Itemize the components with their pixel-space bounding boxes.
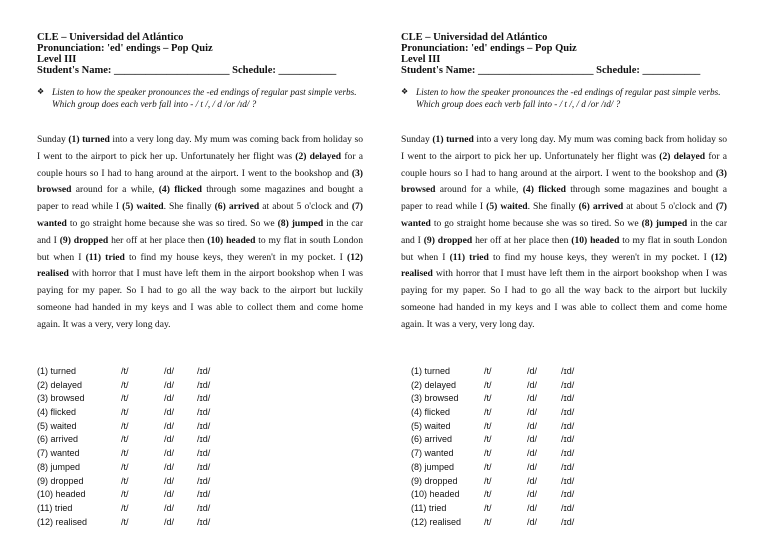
story-text: to my flat in south London but when I <box>401 234 728 263</box>
option-d: /d/ <box>164 434 175 445</box>
answer-row <box>37 503 277 517</box>
level-heading: Level III <box>401 54 441 65</box>
verb-label: (6) arrived <box>37 434 79 445</box>
story-text: for a couple hours so I had to hang around at the airport. I went to the bookshop and <box>37 150 363 179</box>
option-t: /t/ <box>484 475 492 486</box>
option-id: /ɪd/ <box>561 407 575 418</box>
answer-row <box>411 393 651 407</box>
instructions <box>401 86 741 110</box>
story-verb: (5) waited <box>486 201 528 213</box>
option-id: /ɪd/ <box>561 489 575 500</box>
option-id: /ɪd/ <box>197 379 211 390</box>
story-verb: (12) realised <box>37 251 363 280</box>
subject-heading: Pronunciation: 'ed' endings – Pop Quiz <box>37 43 213 54</box>
answer-row <box>37 517 277 531</box>
story-text: to go straight home because she was so tired. So we <box>430 217 642 229</box>
option-d: /d/ <box>527 475 538 486</box>
story-verb: (3) browsed <box>37 167 363 196</box>
option-id: /ɪd/ <box>561 420 575 431</box>
option-id: /ɪd/ <box>561 379 575 390</box>
story-verb: (9) dropped <box>59 234 109 246</box>
option-t: /t/ <box>484 502 492 513</box>
verb-label: (5) waited <box>411 420 451 431</box>
verb-label: (8) jumped <box>411 461 455 472</box>
institution-heading: CLE – Universidad del Atlántico <box>37 32 184 43</box>
verb-label: (2) delayed <box>37 379 83 390</box>
answer-row <box>411 489 651 503</box>
option-id: /ɪd/ <box>197 489 211 500</box>
option-t: /t/ <box>121 434 129 445</box>
option-t: /t/ <box>484 366 492 376</box>
story-text: to find my house keys, they weren't in my pocket. I <box>124 251 347 263</box>
verb-label: (10) headed <box>411 489 460 500</box>
option-id: /ɪd/ <box>561 502 575 513</box>
answer-row <box>37 448 277 462</box>
option-d: /d/ <box>527 420 538 431</box>
verb-label: (9) dropped <box>411 475 458 486</box>
verb-label: (1) turned <box>37 366 77 376</box>
answer-row <box>411 476 651 490</box>
student-name-line: Student's Name: ______________________ Schedule: ___________ <box>37 65 337 76</box>
story-text: in the car and I <box>401 217 728 246</box>
option-d: /d/ <box>164 489 175 500</box>
answer-row <box>37 393 277 407</box>
story-text: Sunday <box>37 134 69 145</box>
story-verb: (10) headed <box>207 234 256 246</box>
verb-label: (11) tried <box>411 502 447 513</box>
story-verb: (6) arrived <box>214 201 260 213</box>
story-text: through some magazines and bought a paper to read while I <box>401 184 727 213</box>
story-text: with horror that I must have left them in the airport bookshop when I was paying for my paper. So I had to go all the way back to the airport but luckily someone had handed in my keys and I was able to collect them and come home again. It was a very, very long day. <box>401 268 727 330</box>
option-d: /d/ <box>527 434 538 445</box>
option-t: /t/ <box>484 393 492 404</box>
story-verb: (3) browsed <box>401 167 727 196</box>
verb-label: (6) arrived <box>411 434 453 445</box>
verb-label: (4) flicked <box>37 407 77 418</box>
verb-label: (10) headed <box>37 489 86 500</box>
option-t: /t/ <box>484 379 492 390</box>
option-t: /t/ <box>484 407 492 418</box>
option-t: /t/ <box>484 448 492 459</box>
option-d: /d/ <box>527 489 538 500</box>
verb-label: (3) browsed <box>411 393 459 404</box>
option-d: /d/ <box>164 461 175 472</box>
story-verb: (8) jumped <box>277 217 324 229</box>
option-t: /t/ <box>121 393 129 404</box>
option-d: /d/ <box>164 393 175 404</box>
answer-row <box>411 407 651 421</box>
answer-table <box>37 366 277 530</box>
answer-row <box>37 489 277 503</box>
instructions <box>37 86 377 110</box>
verb-label: (9) dropped <box>37 475 84 486</box>
option-d: /d/ <box>527 407 538 418</box>
option-id: /ɪd/ <box>561 448 575 459</box>
answer-row <box>411 517 651 531</box>
answer-row <box>411 448 651 462</box>
option-d: /d/ <box>164 475 175 486</box>
verb-label: (3) browsed <box>37 393 85 404</box>
option-t: /t/ <box>484 420 492 431</box>
option-t: /t/ <box>121 407 129 418</box>
story-verb: (7) wanted <box>37 201 363 229</box>
option-t: /t/ <box>484 489 492 500</box>
verb-label: (12) realised <box>37 516 88 527</box>
answer-row <box>37 434 277 448</box>
option-t: /t/ <box>121 379 129 390</box>
story-text: her off at her place then <box>472 234 572 246</box>
option-d: /d/ <box>164 448 175 459</box>
option-t: /t/ <box>484 434 492 445</box>
diamond-bullet-icon: ❖ <box>37 87 45 96</box>
option-id: /ɪd/ <box>197 461 211 472</box>
option-id: /ɪd/ <box>197 407 211 418</box>
verb-label: (1) turned <box>411 366 451 376</box>
option-d: /d/ <box>527 393 538 404</box>
option-d: /d/ <box>164 502 175 513</box>
option-t: /t/ <box>121 516 129 527</box>
option-d: /d/ <box>527 366 538 376</box>
option-d: /d/ <box>527 502 538 513</box>
story-text: with horror that I must have left them in the airport bookshop when I was paying for my paper. So I had to go all the way back to the airport but luckily someone had handed in my keys and I was able to collect them and come home again. It was a very, very long day. <box>37 268 363 330</box>
story-verb: (1) turned <box>68 134 110 145</box>
answer-row <box>411 434 651 448</box>
story-text: . She finally <box>527 201 579 213</box>
story-verb: (2) delayed <box>659 150 706 162</box>
verb-label: (12) realised <box>411 516 462 527</box>
story-verb: (8) jumped <box>641 217 688 229</box>
story-text: to find my house keys, they weren't in my pocket. I <box>488 251 711 263</box>
story-text: through some magazines and bought a paper to read while I <box>37 184 363 213</box>
story-text: to my flat in south London but when I <box>37 234 364 263</box>
story-text: to go straight home because she was so tired. So we <box>66 217 278 229</box>
story-verb: (6) arrived <box>578 201 624 213</box>
story-verb: (4) flicked <box>522 184 566 196</box>
subject-heading: Pronunciation: 'ed' endings – Pop Quiz <box>401 43 577 54</box>
option-id: /ɪd/ <box>561 393 575 404</box>
option-d: /d/ <box>527 448 538 459</box>
answer-row <box>411 366 651 380</box>
story-verb: (5) waited <box>122 201 164 213</box>
story-verb: (10) headed <box>571 234 620 246</box>
student-name-line: Student's Name: ______________________ Schedule: ___________ <box>401 65 701 76</box>
answer-row <box>37 421 277 435</box>
story-text: around for a while, <box>71 184 159 196</box>
story-verb: (2) delayed <box>295 150 342 162</box>
option-id: /ɪd/ <box>561 461 575 472</box>
option-t: /t/ <box>121 448 129 459</box>
answer-row <box>37 380 277 394</box>
option-id: /ɪd/ <box>197 448 211 459</box>
option-id: /ɪd/ <box>197 393 211 404</box>
story-text: for a couple hours so I had to hang around at the airport. I went to the bookshop and <box>401 150 727 179</box>
verb-label: (8) jumped <box>37 461 81 472</box>
option-t: /t/ <box>484 461 492 472</box>
option-d: /d/ <box>527 516 538 527</box>
diamond-bullet-icon: ❖ <box>401 87 409 96</box>
story-verb: (11) tried <box>85 251 125 263</box>
option-t: /t/ <box>121 489 129 500</box>
answer-row <box>37 366 277 380</box>
verb-label: (2) delayed <box>411 379 457 390</box>
option-t: /t/ <box>121 366 129 376</box>
option-d: /d/ <box>164 420 175 431</box>
story-verb: (1) turned <box>432 134 474 145</box>
story-verb: (7) wanted <box>401 201 727 229</box>
option-id: /ɪd/ <box>197 502 211 513</box>
option-t: /t/ <box>484 516 492 527</box>
option-t: /t/ <box>121 420 129 431</box>
option-id: /ɪd/ <box>197 475 211 486</box>
verb-label: (4) flicked <box>411 407 451 418</box>
option-id: /ɪd/ <box>561 434 575 445</box>
verb-label: (11) tried <box>37 502 73 513</box>
answer-row <box>411 503 651 517</box>
story-text: at about 5 o'clock and <box>623 201 716 213</box>
story-text: . She finally <box>163 201 215 213</box>
verb-label: (7) wanted <box>37 448 80 459</box>
answer-row <box>411 462 651 476</box>
story-text: in the car and I <box>37 217 364 246</box>
answer-row <box>37 476 277 490</box>
option-id: /ɪd/ <box>561 366 575 376</box>
verb-label: (5) waited <box>37 420 77 431</box>
option-id: /ɪd/ <box>197 420 211 431</box>
verb-label: (7) wanted <box>411 448 454 459</box>
option-d: /d/ <box>164 366 175 376</box>
option-id: /ɪd/ <box>561 475 575 486</box>
option-id: /ɪd/ <box>561 516 575 527</box>
answer-row <box>411 421 651 435</box>
story-paragraph <box>401 132 727 334</box>
story-verb: (4) flicked <box>158 184 202 196</box>
answer-row <box>411 380 651 394</box>
option-d: /d/ <box>164 379 175 390</box>
option-d: /d/ <box>527 461 538 472</box>
answer-table <box>411 366 651 530</box>
option-id: /ɪd/ <box>197 516 211 527</box>
option-id: /ɪd/ <box>197 434 211 445</box>
story-text: into a very long day. My mum was coming back from holiday so I went to the airport to pick her up. Unfortunately her flight was <box>401 134 727 162</box>
answer-row <box>37 407 277 421</box>
option-d: /d/ <box>164 516 175 527</box>
story-verb: (9) dropped <box>423 234 473 246</box>
option-d: /d/ <box>164 407 175 418</box>
option-t: /t/ <box>121 461 129 472</box>
story-paragraph <box>37 132 363 334</box>
story-verb: (12) realised <box>401 251 727 280</box>
instructions-text: Listen to how the speaker pronounces the -ed endings of regular past simple verbs. Which group does each verb fall into - / t /, / d /or /ɪd/ ? <box>416 87 721 109</box>
option-d: /d/ <box>527 379 538 390</box>
level-heading: Level III <box>37 54 77 65</box>
institution-heading: CLE – Universidad del Atlántico <box>401 32 548 43</box>
option-id: /ɪd/ <box>197 366 211 376</box>
instructions-text: Listen to how the speaker pronounces the -ed endings of regular past simple verbs. Which group does each verb fall into - / t /, / d /or /ɪd/ ? <box>52 87 357 109</box>
option-t: /t/ <box>121 502 129 513</box>
story-text: Sunday <box>401 134 433 145</box>
story-text: around for a while, <box>435 184 523 196</box>
option-t: /t/ <box>121 475 129 486</box>
answer-row <box>37 462 277 476</box>
story-text: her off at her place then <box>108 234 208 246</box>
story-text: into a very long day. My mum was coming back from holiday so I went to the airport to pick her up. Unfortunately her flight was <box>37 134 363 162</box>
story-verb: (11) tried <box>449 251 489 263</box>
story-text: at about 5 o'clock and <box>259 201 352 213</box>
